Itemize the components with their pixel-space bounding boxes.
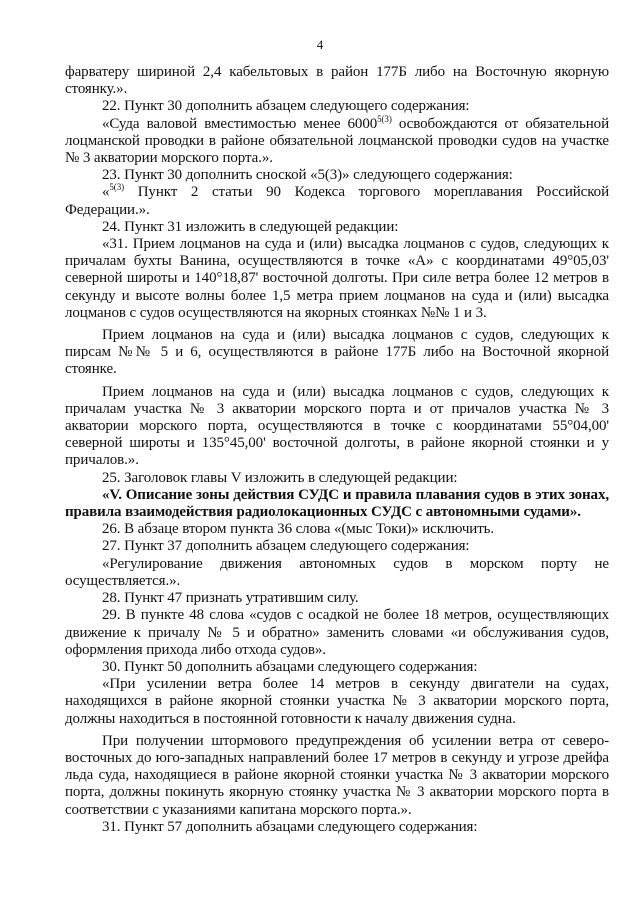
paragraph: 23. Пункт 30 дополнить сноской «5(3)» следующего содержания: <box>102 167 513 184</box>
page-number: 4 <box>316 37 324 52</box>
document-body <box>65 64 609 836</box>
paragraph: «V. Описание зоны действия СУДС и правила плавания судов в этих зонах, правила взаимодействия радиолокационных СУДС с автономными судами». <box>65 486 609 521</box>
paragraph: Прием лоцманов на суда и (или) высадка лоцманов с судов, следующих к пирсам №№ 5 и 6, осуществляются в районе 177Б либо на Восточной якорной стоянке. <box>65 327 609 378</box>
paragraph: 30. Пункт 50 дополнить абзацами следующего содержания: <box>102 658 478 675</box>
paragraph: «Регулирование движения автономных судов в морском порту не осуществляется.». <box>65 555 609 589</box>
paragraph: 31. Пункт 57 дополнить абзацами следующего содержания: <box>102 818 478 835</box>
paragraph: «При усилении ветра более 14 метров в секунду двигатели на судах, находящихся в районе якорной стоянки участка № 3 акватории морского порта, должны находиться в постоянной готовности к началу движения судна. <box>65 676 609 727</box>
paragraph: 24. Пункт 31 изложить в следующей редакции: <box>102 218 399 235</box>
paragraph: 29. В пункте 48 слова «судов с осадкой не более 18 метров, осуществляющих движение к причалу № 5 и обратно» заменить словами «и обслуживания судов, оформления прихода либо отхода судов». <box>65 607 609 658</box>
paragraph: 26. В абзаце втором пункта 36 слова «(мыс Токи)» исключить. <box>102 521 495 538</box>
paragraph: «31. Прием лоцманов на суда и (или) высадка лоцманов с судов, следующих к причалам бухты Ванина, осуществляются в точке «А» с координатами 49°05,03' северной широты и 140°18,87' восточной долготы. При силе ветра более 12 метров в секунду и высоте волны более 1,5 метра прием лоцманов на суда и (или) высадка лоцманов с судов осуществляются на якорных стоянках №№ 1 и 3. <box>65 236 609 321</box>
paragraph: 27. Пункт 37 дополнить абзацем следующего содержания: <box>102 538 470 555</box>
paragraph: 25. Заголовок главы V изложить в следующей редакции: <box>102 469 458 486</box>
footnote-ref: 5(3) <box>377 113 392 124</box>
paragraph: Прием лоцманов на суда и (или) высадка лоцманов с судов, следующих к причалам участка № 3 акватории морского порта и от причалов участка № 3 акватории морского порта, осуществляются в точке с координатами 55°04,00' северной широты и 135°45,00' восточной долготы, в районе якорной стоянки и у причалов.». <box>65 383 609 469</box>
paragraph-text: «Суда валовой вместимостью менее 6000 <box>102 115 378 132</box>
paragraph: 22. Пункт 30 дополнить абзацем следующего содержания: <box>102 98 470 115</box>
paragraph-text: « <box>102 184 110 201</box>
paragraph-text: Пункт 2 статьи 90 Кодекса торгового мореплавания Российской Федерации.». <box>65 184 609 218</box>
paragraph: 28. Пункт 47 признать утратившим силу. <box>102 590 359 607</box>
paragraph: При получении штормового предупреждения об усилении ветра от северо-восточных до юго-западных направлений более 17 метров в секунду и угрозе дрейфа льда суда, находящиеся в районе якорной стоянки участка № 3 акватории морского порта, должны покинуть якорную стоянку участка № 3 акватории морского порта в соответствии с указаниями капитана морского порта.». <box>65 732 609 818</box>
footnote-ref: 5(3) <box>109 182 125 193</box>
paragraph: фарватеру шириной 2,4 кабельтовых в район 177Б либо на Восточную якорную стоянку.». <box>65 64 609 98</box>
paragraph-text: освобождаются от обязательной лоцманской проводки в районе обязательной лоцманской проводки судов на участке № 3 акватории морского порта.». <box>65 115 609 167</box>
paragraph <box>65 113 609 168</box>
paragraph <box>65 184 609 218</box>
